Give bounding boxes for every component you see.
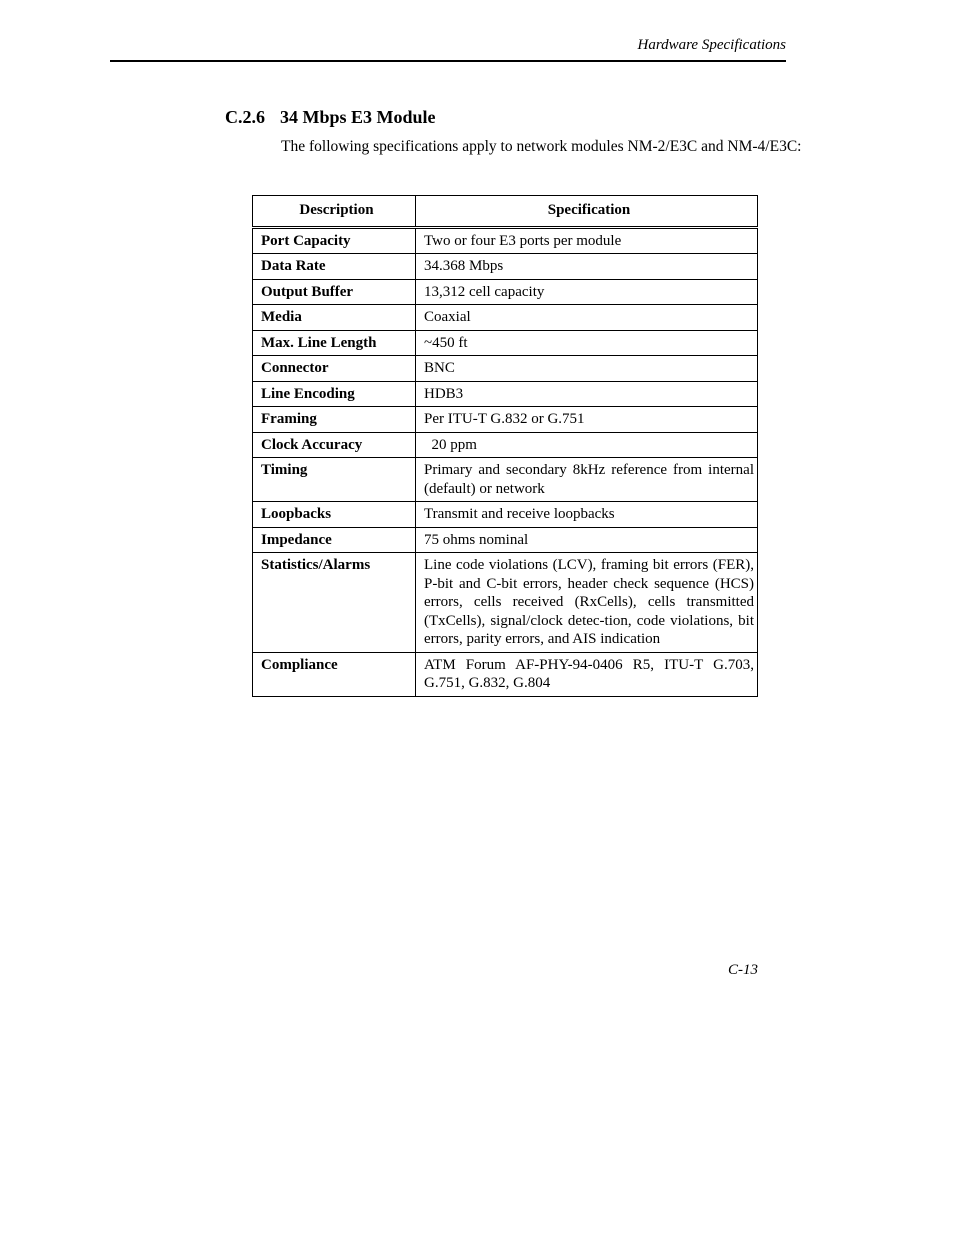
row-label: Port Capacity — [253, 227, 416, 254]
column-header-specification: Specification — [416, 196, 758, 228]
section-heading — [225, 107, 436, 128]
header-rule — [110, 60, 786, 62]
row-label: Line Encoding — [253, 381, 416, 407]
row-label: Timing — [253, 458, 416, 502]
row-value: Per ITU-T G.832 or G.751 — [416, 407, 758, 433]
row-value: Primary and secondary 8kHz reference from internal (default) or network — [416, 458, 758, 502]
table-row — [253, 553, 758, 653]
table-row — [253, 432, 758, 458]
table-row — [253, 502, 758, 528]
table-row — [253, 407, 758, 433]
table-row — [253, 330, 758, 356]
row-value: HDB3 — [416, 381, 758, 407]
spec-table — [252, 195, 758, 697]
row-label: Framing — [253, 407, 416, 433]
table-row — [253, 458, 758, 502]
row-value: Transmit and receive loopbacks — [416, 502, 758, 528]
row-value: ~450 ft — [416, 330, 758, 356]
intro-paragraph: The following specifications apply to network modules NM-2/E3C and NM-4/E3C: — [281, 138, 802, 155]
table-row — [253, 305, 758, 331]
section-number: C.2.6 — [225, 107, 265, 127]
row-label: Max. Line Length — [253, 330, 416, 356]
running-header: Hardware Specifications — [637, 37, 786, 53]
row-value: Line code violations (LCV), framing bit errors (FER), P-bit and C-bit errors, header check sequence (HCS) errors, cells received (RxCells), cells transmitted (TxCells), signal/clock detec-tion, code violations, bit errors, parity errors, and AIS indication — [416, 553, 758, 653]
table-row — [253, 356, 758, 382]
row-label: Clock Accuracy — [253, 432, 416, 458]
page-number: C-13 — [728, 962, 758, 978]
table-row — [253, 227, 758, 254]
table-row — [253, 381, 758, 407]
row-label: Media — [253, 305, 416, 331]
row-value: BNC — [416, 356, 758, 382]
row-value: 13,312 cell capacity — [416, 279, 758, 305]
row-label: Loopbacks — [253, 502, 416, 528]
row-label: Data Rate — [253, 254, 416, 280]
row-label: Impedance — [253, 527, 416, 553]
row-value: 20 ppm — [416, 432, 758, 458]
row-value: Coaxial — [416, 305, 758, 331]
row-value: Two or four E3 ports per module — [416, 227, 758, 254]
column-header-description: Description — [253, 196, 416, 228]
row-label: Output Buffer — [253, 279, 416, 305]
row-label: Statistics/Alarms — [253, 553, 416, 653]
table-header-row — [253, 196, 758, 228]
row-value: ATM Forum AF-PHY-94-0406 R5, ITU-T G.703, G.751, G.832, G.804 — [416, 652, 758, 696]
section-title: 34 Mbps E3 Module — [280, 107, 436, 127]
table-row — [253, 652, 758, 696]
table-row — [253, 527, 758, 553]
row-label: Compliance — [253, 652, 416, 696]
table-row — [253, 279, 758, 305]
row-value: 75 ohms nominal — [416, 527, 758, 553]
table-row — [253, 254, 758, 280]
row-value: 34.368 Mbps — [416, 254, 758, 280]
row-label: Connector — [253, 356, 416, 382]
